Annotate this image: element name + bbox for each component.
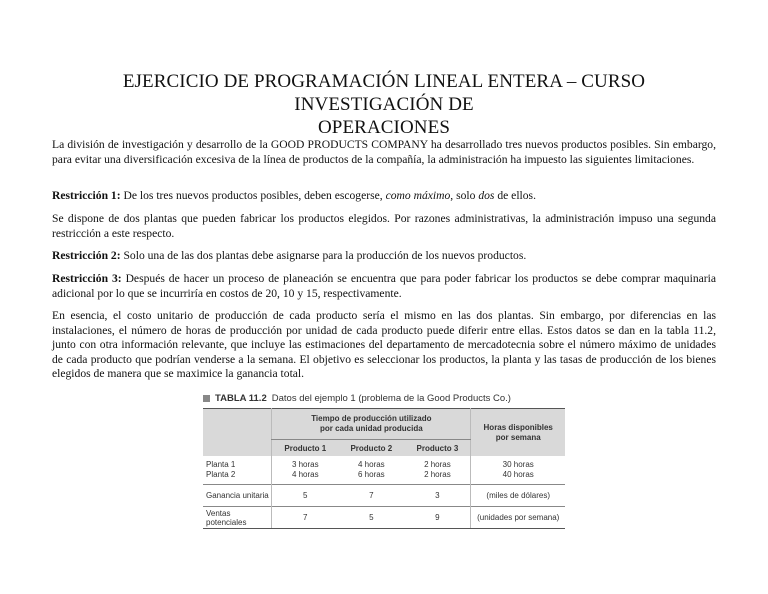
restriction-1-emph-b: dos — [478, 189, 495, 202]
title-line-1: EJERCICIO DE PROGRAMACIÓN LINEAL ENTERA – CURSO INVESTIGACIÓN DE — [122, 71, 646, 115]
essence-paragraph: En esencia, el costo unitario de producción de cada producto sería el mismo en las dos plantas. Sin embargo, por diferencias en las instalaciones, el número de horas de producción por unidad de cada producto puede diferir entre ellas. Estos datos se dan en la tabla 11.2, junto con otra información relevante, que incluye las estimaciones del departamento de mercadotecnia sobre el número máximo de unidades de cada producto que podrían venderse a la semana. El objetivo es seleccionar los productos, la planta y las tasas de producción de los bienes elegidos de manera que se maximice la ganancia total. — [52, 309, 716, 381]
p3-planta2-value: 2 horas — [424, 470, 451, 479]
p1-planta2-value: 4 horas — [291, 470, 319, 479]
p1-planta1-value: 3 horas — [291, 460, 319, 469]
ganancia-producto-2: 7 — [338, 485, 404, 507]
plants-paragraph: Se dispone de dos plantas que pueden fabricar los productos elegidos. Por razones administrativas, la administración impuso una segunda restricción a este respecto. — [52, 212, 716, 240]
intro-paragraph: La división de investigación y desarrollo de la GOOD PRODUCTS COMPANY ha desarrollado tres nuevos productos posibles. Sin embargo, para evitar una diversificación excesiva de la línea de productos de la compañía, la administración ha impuesto las siguientes limitaciones. — [52, 138, 716, 166]
horas-planta2-value: 40 horas — [502, 470, 534, 479]
restriction-1-emph-a: como máximo — [385, 189, 451, 202]
restriction-1-paragraph — [52, 189, 716, 204]
planta-1-label: Planta 1 — [206, 460, 236, 469]
producto-3-horas-cell — [404, 456, 471, 485]
restriction-3-label: Restricción 3: — [52, 272, 122, 285]
header-tiempo-line-1: Tiempo de producción utilizado — [311, 414, 432, 423]
table-row-ganancia — [203, 485, 565, 507]
header-producto-1: Producto 1 — [272, 440, 339, 457]
ventas-label: Ventas potenciales — [203, 507, 272, 529]
horas-disponibles-cell — [471, 456, 565, 485]
ventas-producto-3: 9 — [404, 507, 471, 529]
table-caption-number: TABLA 11.2 — [215, 392, 267, 404]
caption-square-icon — [203, 395, 210, 402]
p3-planta1-value: 2 horas — [424, 460, 451, 469]
header-tiempo-line-2: por cada unidad producida — [320, 424, 423, 433]
ganancia-producto-3: 3 — [404, 485, 471, 507]
title-line-2: OPERACIONES — [317, 117, 450, 138]
ganancia-unit: (miles de dólares) — [471, 485, 565, 507]
restriction-1-text-c: de ellos. — [494, 189, 536, 202]
ventas-unit: (unidades por semana) — [471, 507, 565, 529]
producto-1-horas-cell — [272, 456, 339, 485]
header-tiempo — [272, 409, 471, 440]
data-table-figure — [203, 390, 565, 529]
p2-planta2-value: 6 horas — [358, 470, 385, 479]
table-row-ventas — [203, 507, 565, 529]
header-horas-line-1: Horas disponibles — [483, 422, 553, 432]
production-table — [203, 408, 565, 529]
producto-2-horas-cell — [338, 456, 404, 485]
header-producto-2: Producto 2 — [350, 443, 393, 453]
table-caption — [203, 390, 565, 406]
document-title — [60, 70, 708, 139]
table-row-plantas — [203, 456, 565, 485]
header-producto-3: Producto 3 — [416, 443, 459, 453]
header-horas-line-2: por semana — [495, 432, 541, 442]
ganancia-producto-1: 5 — [272, 485, 339, 507]
restriction-1-label: Restricción 1: — [52, 189, 121, 202]
horas-planta1-value: 30 horas — [502, 460, 534, 469]
ventas-producto-2: 5 — [338, 507, 404, 529]
p2-planta1-value: 4 horas — [358, 460, 385, 469]
restriction-2-paragraph — [52, 249, 716, 264]
restriction-1-text-a: De los tres nuevos productos posibles, deben escogerse, — [120, 189, 386, 202]
restriction-3-paragraph — [52, 272, 716, 301]
restriction-3-text: Después de hacer un proceso de planeación se encuentra que para poder fabricar los productos se debe comprar maquinaria adicional por lo que se incurriría en costos de 20, 10 y 15, respectivamente. — [52, 272, 717, 300]
table-caption-text: Datos del ejemplo 1 (problema de la Good Products Co.) — [271, 392, 511, 404]
plantas-label-cell — [203, 456, 272, 485]
ventas-producto-1: 7 — [272, 507, 339, 529]
restriction-2-label: Restricción 2: — [52, 249, 121, 262]
header-horas — [471, 409, 565, 457]
restriction-1-text-b: , solo — [450, 189, 479, 202]
table-corner-cell — [203, 409, 272, 457]
planta-2-label: Planta 2 — [206, 470, 236, 479]
restriction-2-text: Solo una de las dos plantas debe asignarse para la producción de los nuevos productos. — [120, 249, 527, 262]
ganancia-label: Ganancia unitaria — [203, 485, 272, 507]
